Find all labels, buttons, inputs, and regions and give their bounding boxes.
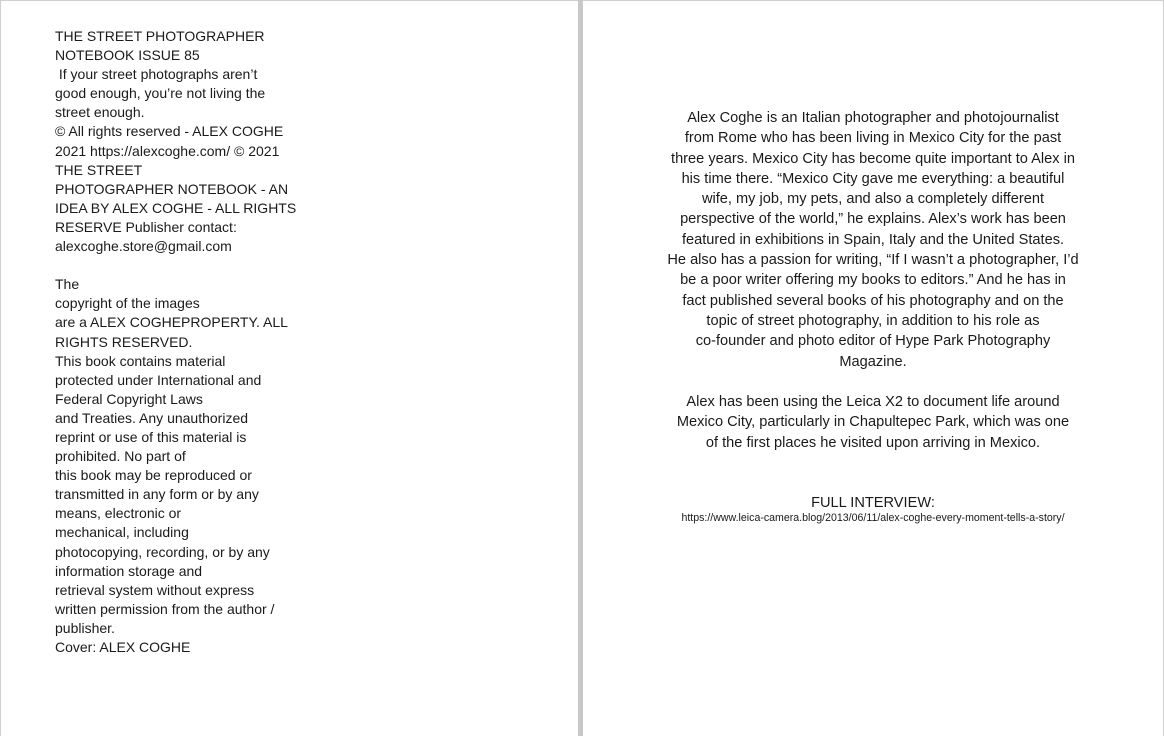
text-line: street enough. xyxy=(55,104,145,121)
text-line: copyright of the images xyxy=(55,295,200,312)
right-page xyxy=(583,0,1164,736)
text-line: information storage and xyxy=(55,562,203,579)
text-line: This book contains material xyxy=(55,352,226,369)
text-line: are a ALEX COGHEPROPERTY. ALL xyxy=(55,314,288,331)
biography-text-block xyxy=(633,108,1113,453)
paragraph-spacer xyxy=(633,372,1113,392)
text-line: © All rights reserved - ALEX COGHE xyxy=(55,123,284,140)
text-line: Cover: ALEX COGHE xyxy=(55,639,191,655)
text-line: co-founder and photo editor of Hype Park Photography xyxy=(695,333,1051,350)
text-line: topic of street photography, in addition to his role as xyxy=(706,312,1040,329)
text-line: be a poor writer offering my books to editors.” And he has in xyxy=(680,272,1066,289)
text-line: THE STREET PHOTOGRAPHER xyxy=(55,28,265,44)
text-line: RESERVE Publisher contact: xyxy=(55,218,237,235)
text-line: reprint or use of this material is xyxy=(55,428,247,445)
text-line: 2021 https://alexcoghe.com/ © 2021 xyxy=(55,142,280,159)
text-line: Mexico City, particularly in Chapultepec Park, which was one xyxy=(676,414,1070,431)
text-line: and Treaties. Any unauthorized xyxy=(55,409,249,426)
text-line: transmitted in any form or by any xyxy=(55,486,259,503)
text-line: The xyxy=(55,276,80,293)
left-page xyxy=(0,0,578,736)
text-line: photocopying, recording, or by any xyxy=(55,543,270,560)
text-line: alexcoghe.store@gmail.com xyxy=(55,238,232,255)
text-line: Federal Copyright Laws xyxy=(55,390,203,407)
text-line: written permission from the author / xyxy=(55,600,275,617)
text-line: NOTEBOOK ISSUE 85 xyxy=(55,47,200,64)
text-line: this book may be reproduced or xyxy=(55,467,252,484)
text-line: publisher. xyxy=(55,619,115,636)
text-line: his time there. “Mexico City gave me everything: a beautiful xyxy=(681,170,1065,187)
text-line: fact published several books of his photography and on the xyxy=(682,292,1064,309)
text-line: THE STREET xyxy=(55,161,143,178)
text-line: Alex Coghe is an Italian photographer and photojournalist xyxy=(687,110,1059,126)
text-line: featured in exhibitions in Spain, Italy and the United States. xyxy=(681,231,1065,248)
text-line: mechanical, including xyxy=(55,524,189,541)
text-line: from Rome who has been living in Mexico City for the past xyxy=(684,130,1062,147)
full-interview-label: FULL INTERVIEW: xyxy=(811,495,935,511)
text-line: perspective of the world,” he explains. Alex’s work has been xyxy=(680,211,1066,228)
text-line: protected under International and xyxy=(55,371,262,388)
text-line: prohibited. No part of xyxy=(55,448,186,465)
text-line: good enough, you’re not living the xyxy=(55,85,266,102)
text-line: PHOTOGRAPHER NOTEBOOK - AN xyxy=(55,180,289,197)
text-line: retrieval system without express xyxy=(55,581,255,598)
text-line: Alex has been using the Leica X2 to document life around xyxy=(686,394,1060,411)
text-line: of the first places he visited upon arriving in Mexico. xyxy=(705,434,1041,451)
text-line: Magazine. xyxy=(839,353,907,370)
text-line: wife, my job, my pets, and also a completely different xyxy=(701,191,1045,208)
interview-url: https://www.leica-camera.blog/2013/06/11/alex-coghe-every-moment-tells-a-story/ xyxy=(681,512,1065,524)
text-line: He also has a passion for writing, “If I wasn’t a photographer, I’d xyxy=(667,252,1079,269)
text-line: If your street photographs aren’t xyxy=(55,66,258,83)
paragraph-spacer xyxy=(55,256,315,275)
text-line: three years. Mexico City has become quite important to Alex in xyxy=(671,150,1075,167)
copyright-text-block xyxy=(55,27,315,657)
text-line: RIGHTS RESERVED. xyxy=(55,333,193,350)
text-line: means, electronic or xyxy=(55,505,182,522)
text-line: IDEA BY ALEX COGHE - ALL RIGHTS xyxy=(55,199,297,216)
